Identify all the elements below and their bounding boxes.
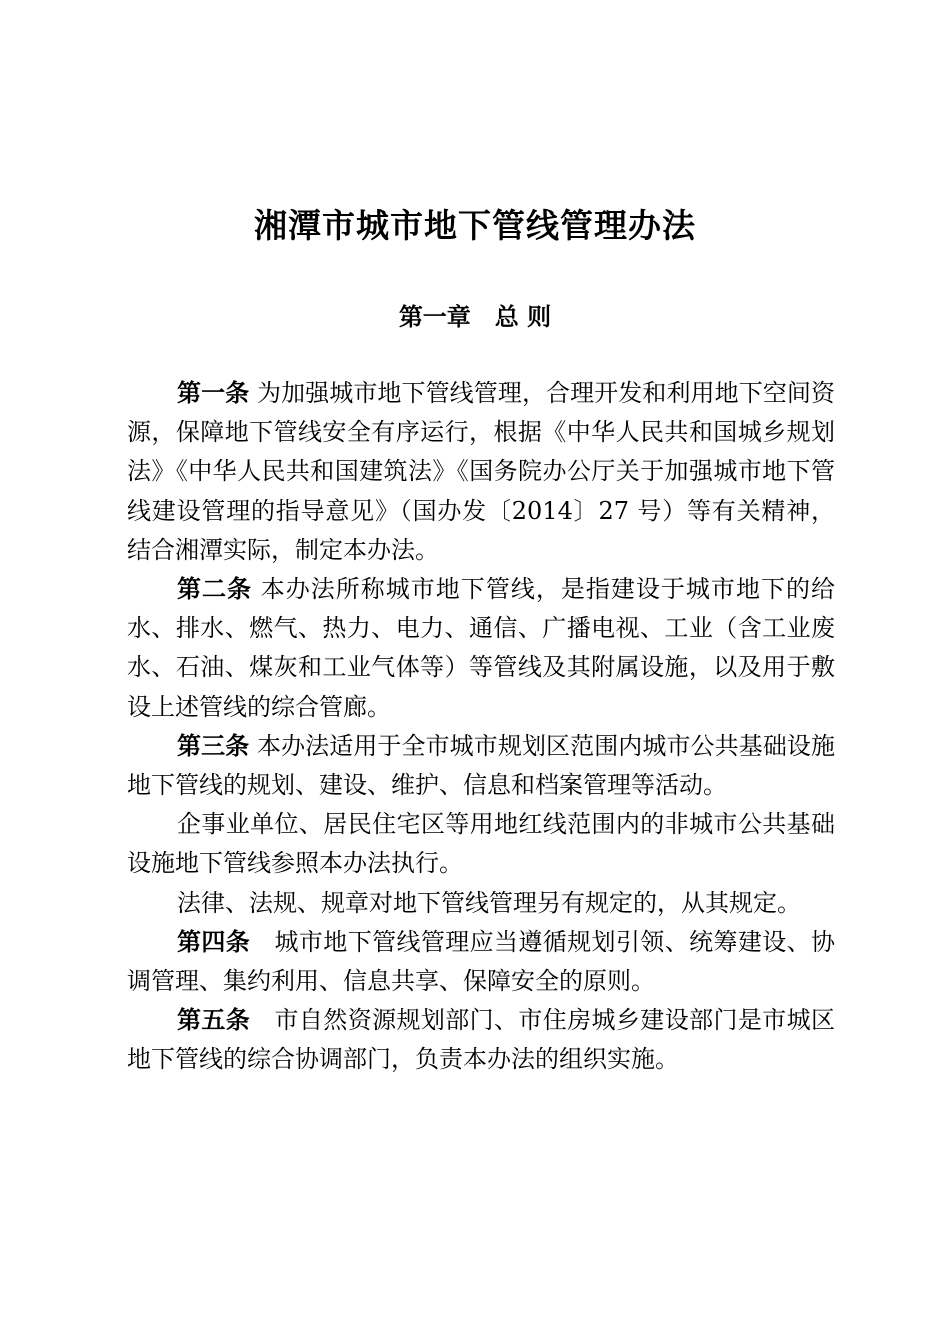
chapter-heading: 第一章 总 则: [398, 303, 552, 331]
article-1-text: 为加强城市地下管线管理，合理开发和利用地下空间资源，保障地下管线安全有序运行，根据《中华人民共和国城乡规划法》《中华人民共和国建筑法》《国务院办公厅关于加强城市地下管线建设管理的指导意见》（国办发〔2014〕27 号）等有关精神，结合湘潭实际，制定本办法。: [127, 379, 835, 564]
article-3-clause-2-text: 企事业单位、居民住宅区等用地红线范围内的非城市公共基础设施地下管线参照本办法执行。: [127, 810, 835, 878]
article-3-clause-3: [127, 884, 835, 923]
article-3-paragraph: [127, 727, 835, 805]
article-1-label: 第一条: [177, 379, 250, 407]
article-4-label: 第四条: [177, 927, 251, 956]
article-3-clause-3-text: 法律、法规、规章对地下管线管理另有规定的，从其规定。: [177, 888, 801, 917]
article-4-text: 城市地下管线管理应当遵循规划引领、统筹建设、协调管理、集约利用、信息共享、保障安全的原则。: [127, 927, 836, 996]
article-3-clause-2: [127, 805, 835, 883]
article-2-paragraph: [127, 570, 835, 727]
article-2-text: 本办法所称城市地下管线，是指建设于城市地下的给水、排水、燃气、热力、电力、通信、广播电视、工业（含工业废水、石油、煤灰和工业气体等）等管线及其附属设施，以及用于敷设上述管线的综合管廊。: [127, 575, 835, 721]
article-5-paragraph: [127, 1001, 835, 1079]
article-3-label: 第三条: [177, 731, 250, 760]
article-5-text: 市自然资源规划部门、市住房城乡建设部门是市城区地下管线的综合协调部门，负责本办法的组织实施。: [127, 1006, 836, 1074]
article-3-text: 本办法适用于全市城市规划区范围内城市公共基础设施地下管线的规划、建设、维护、信息和档案管理等活动。: [127, 731, 835, 800]
article-1-paragraph: [127, 374, 835, 570]
article-4-paragraph: [127, 923, 835, 1001]
article-2-label: 第二条: [177, 575, 253, 604]
document-body: [127, 374, 835, 1080]
article-5-label: 第五条: [177, 1006, 251, 1035]
document-title: 湘潭市城市地下管线管理办法: [254, 206, 696, 245]
